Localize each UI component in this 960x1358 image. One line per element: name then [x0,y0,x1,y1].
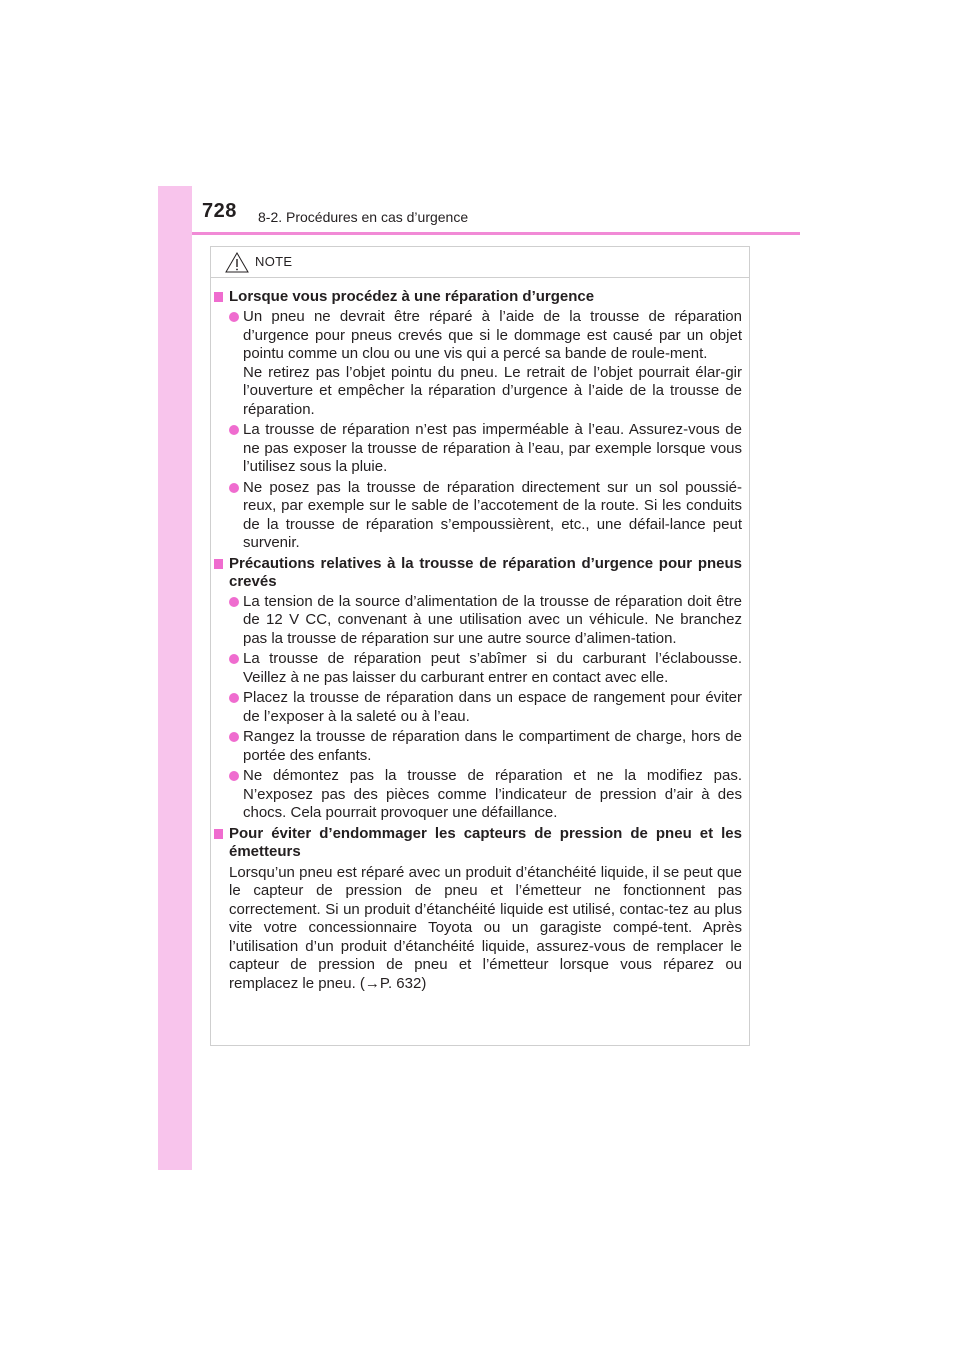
list-item: La tension de la source d’alimentation de la trousse de réparation doit être de 12 V CC, convenant à une utilisation avec un véhicule. Ne branchez pas la trousse de réparation sur une autre source d’alimen-tation. [229,593,742,649]
list-item: Placez la trousse de réparation dans un espace de rangement pour éviter de l’exposer à la saleté ou à l’eau. [229,689,742,726]
section-heading: Pour éviter d’endommager les capteurs de pression de pneu et les émetteurs [229,825,742,861]
section-heading: Précautions relatives à la trousse de réparation d’urgence pour pneus crevés [229,555,742,591]
chapter-tab-bar [158,186,192,1170]
note-header [211,247,749,278]
section-paragraph: Lorsqu’un pneu est réparé avec un produit d’étanchéité liquide, il se peut que le capteur de pression de pneu et l’émetteur ne fonctionnent pas correctement. Si un produit d’étanchéité liquide est utilisé, contac-tez au plus vite votre concessionnaire Toyota ou un garagiste compé-tent. Après l’utilisation d’un produit d’étanchéité liquide, assurez-vous de remplacer le capteur de pression de pneu et l’émetteur lorsque vous réparez ou remplacez le pneu. (→P. 632) [229,863,742,992]
section-heading: Lorsque vous procédez à une réparation d’urgence [229,288,742,306]
note-body [211,288,749,993]
circle-bullet-icon [229,693,239,703]
list-item: La trousse de réparation peut s’abîmer si du carburant l’éclabousse. Veillez à ne pas laisser du carburant entrer en contact avec elle. [229,650,742,687]
warning-triangle-icon [225,252,249,273]
note-section-tpms-sensors [211,825,749,994]
square-bullet-icon [214,559,223,569]
list-item: Un pneu ne devrait être réparé à l’aide de la trousse de réparation d’urgence pour pneus crevés que si le dommage est causé par un objet pointu comme un clou ou une vis qui a percé sa bande de roule-ment. Ne retirez pas l’objet pointu du pneu. Le retrait de l’objet pourrait élar-gir l’ouverture et empêcher la réparation d’urgence à l’aide de la trousse de réparation. [229,308,742,419]
square-bullet-icon [214,829,223,839]
section-title: 8-2. Procédures en cas d’urgence [258,209,469,225]
circle-bullet-icon [229,425,239,435]
circle-bullet-icon [229,771,239,781]
header-rule [192,232,800,235]
list-item: Ne démontez pas la trousse de réparation et ne la modifiez pas. N’exposez pas des pièces comme l’indicateur de pression d’air à des chocs. Cela pourrait provoquer une défaillance. [229,767,742,823]
list-item: La trousse de réparation n’est pas imperméable à l’eau. Assurez-vous de ne pas exposer la trousse de réparation à l’eau, par exemple lorsque vous l’utilisez sous la pluie. [229,421,742,477]
circle-bullet-icon [229,654,239,664]
list-item: Rangez la trousse de réparation dans le compartiment de charge, hors de portée des enfants. [229,728,742,765]
circle-bullet-icon [229,483,239,493]
note-section-kit-precautions [211,555,749,823]
circle-bullet-icon [229,732,239,742]
note-box [210,246,750,1046]
note-section-emergency-repair [211,288,749,553]
square-bullet-icon [214,292,223,302]
note-label: NOTE [255,254,293,269]
page-number: 728 [202,200,237,222]
list-item: Ne posez pas la trousse de réparation directement sur un sol poussié-reux, par exemple sur le sable de l’accotement de la route. Si les conduits de la trousse de réparation s’empoussièrent, etc., une défail-lance peut survenir. [229,479,742,553]
circle-bullet-icon [229,312,239,322]
circle-bullet-icon [229,597,239,607]
